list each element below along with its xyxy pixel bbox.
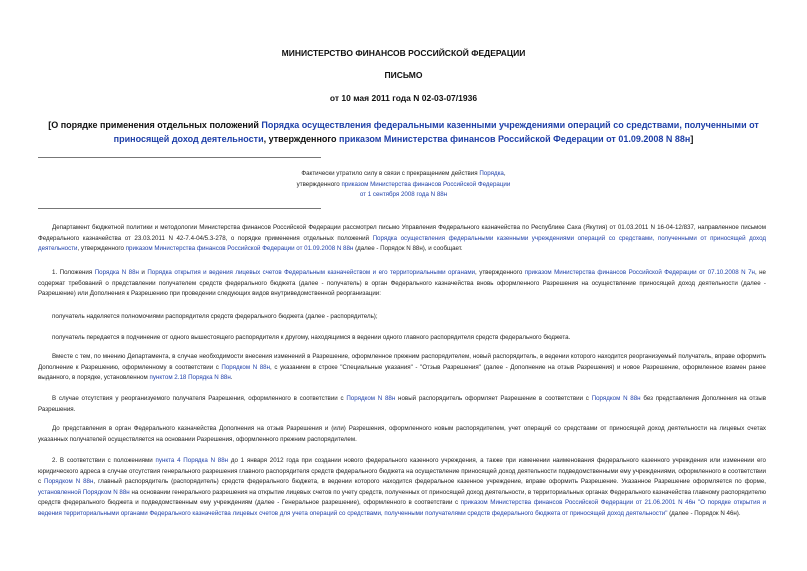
divider (38, 157, 321, 158)
link-procedure-88n[interactable]: Порядком N 88н (221, 363, 271, 371)
link-order-7n[interactable]: приказом Министерства финансов Российской Федерации от 07.10.2008 N 7н (524, 269, 755, 276)
paragraph-text: , утвержденного (475, 269, 525, 276)
link-procedure-88n[interactable]: Порядком N 88н (44, 478, 94, 485)
title-text: , утвержденного (263, 134, 340, 144)
paragraph-text: 1. Положения (52, 269, 95, 276)
paragraph-text: и (138, 269, 148, 276)
paragraph-text: на основании генерального разрешения на открытие лицевых счетов по учету средств, полученных от приносящей доход деятельности, в территориальных органах Федерального казначейства главному распорядителю средств федерального бюджета и подведомственным ему учреждениям (далее - Генеральное разрешение), оформленного в соответствии с (38, 488, 766, 506)
document-date-number: от 10 мая 2011 года N 02-03-07/1936 (329, 93, 478, 103)
paragraph-text: Вместе с тем, по мнению Департамента, в случае необходимости внесения изменений в Разрешение, оформленное прежним распорядителем, новый распорядитель, в ведении которого находится реорганизуемый получатель, вправе оформить Дополнение к Разрешению, оформленному в соответствии с (38, 353, 766, 371)
document-title (40, 118, 767, 146)
paragraph-text: новый распорядитель оформляет Разрешение в соответствии с (395, 395, 592, 402)
link-procedure-88n[interactable]: Порядком N 88н (591, 395, 641, 402)
body-paragraph (38, 394, 766, 415)
paragraph-text: . (230, 374, 233, 381)
paragraph-text: (далее - Порядок N 88н), и сообщает. (353, 245, 463, 252)
link-clause-4[interactable]: пункта 4 Порядка N 88н (155, 457, 229, 464)
link-clause-2-18[interactable]: пунктом 2.18 Порядка N 88н (149, 374, 231, 381)
body-paragraph (38, 268, 766, 300)
paragraph-text: , не содержат требований о представлении получателем средств федерального бюджета (далее - получатель) в орган Федерального казначейства вновь оформленного Разрешения на осуществление приносящей доход деятельности (далее - Разрешение) или Дополнения к Разрешению при проведении следующих видов внутриведомственной реорганизации: (38, 269, 766, 297)
paragraph-text: 2. В соответствии с положениями (52, 457, 156, 464)
paragraph-text: Департамент бюджетной политики и методологии Министерства финансов Российской Федерации рассмотрел письмо Управления Федерального казначейства по Республике Саха (Якутия) от 01.03.2011 N 16-04-12/837, направленное письмом Федерального казначейства от 23.03.2011 N 42-7.4-04/5.3-278, о порядке применения отдельных положений (38, 224, 766, 242)
paragraph-text: (далее - Порядок N 46н). (667, 509, 741, 517)
note-text: Фактически утратило силу в связи с прекращением действия (301, 170, 480, 177)
link-procedure-88n[interactable]: Порядком N 88н (346, 395, 396, 402)
note-link-procedure[interactable]: Порядка (479, 170, 504, 177)
title-text: ] (690, 134, 694, 144)
note-text: утвержденного (296, 180, 342, 188)
divider (38, 208, 321, 209)
ministry-heading: МИНИСТЕРСТВО ФИНАНСОВ РОССИЙСКОЙ ФЕДЕРАЦИИ (281, 48, 526, 58)
body-paragraph (38, 456, 766, 519)
body-paragraph (38, 223, 766, 255)
paragraph-text: В случае отсутствия у реорганизуемого получателя Разрешения, оформленного в соответствии с (52, 395, 347, 402)
note-link-order-date[interactable]: от 1 сентября 2008 года N 88н (359, 191, 448, 198)
note-text: , (503, 170, 506, 177)
title-link-procedure[interactable]: Порядка осуществления федеральными казенными учреждениями операций со средствами, полученными от приносящей доход деятельности (113, 120, 759, 144)
link-procedure-88n[interactable]: Порядка N 88н (94, 269, 139, 276)
paragraph-text: без представления Дополнения на отзыв Разрешения. (38, 395, 766, 413)
link-procedure[interactable]: Порядка осуществления федеральными казенными учреждениями операций со средствами, полученными от приносящей доход деятельности (38, 234, 766, 252)
paragraph-text: , с указанием в строке "Специальные указания" - "Отзыв Разрешения" (далее - Дополнение на отзыв Разрешения) и новое Разрешение, оформленное взамен ранее выданного, в порядке, установленном (38, 363, 766, 381)
paragraph-text: до 1 января 2012 года при создании нового федерального казенного учреждения, а также при изменении наименования федерального казенного учреждения или изменении его юридического адреса в случае отсутствия генерального разрешения главного распорядителя средств федерального бюджета на осуществление приносящей доход деятельности подведомственными ему учреждениями, оформленного в соответствии с (38, 457, 766, 485)
note-link-order[interactable]: приказом Министерства финансов Российской Федерации (341, 180, 511, 188)
link-form-88n[interactable]: установленной Порядком N 88н (38, 488, 130, 496)
paragraph-text: , главный распорядитель (распорядитель) средств федерального бюджета, в ведении которого находится федеральное казенное учреждение, вправе оформить Разрешение. Указанное Разрешение оформляется по форме, (93, 478, 766, 485)
link-order-46n[interactable]: приказом Министерства финансов Российской Федерации от 21.06.2001 N 46н "О порядке открытия и ведения территориальными органами Федерального казначейства лицевых счетов для учета операций со средствами, полученными получателями средств федерального бюджета от приносящей доход деятельности" (38, 499, 767, 517)
link-accounts-procedure[interactable]: Порядка открытия и ведения лицевых счетов Федеральным казначейством и его территориальными органами (147, 269, 476, 276)
body-paragraph (38, 352, 766, 384)
body-paragraph: До представления в орган Федерального казначейства Дополнения на отзыв Разрешения и (или) Разрешения, оформленного новым распорядителем, учет операций со средствами от приносящей доход деятельности на лицевых счетах указанных получателей осуществляется на основании Разрешения, оформленного прежним распорядителем. (38, 425, 766, 443)
link-order-88n[interactable]: приказом Министерства финансов Российской Федерации от 01.09.2008 N 88н (125, 245, 354, 252)
body-paragraph: получатель передается в подчинение от одного вышестоящего распорядителя к другому, находящимся в ведении одного главного распорядителя средств федерального бюджета. (52, 334, 571, 341)
paragraph-text: , утвержденного (77, 245, 126, 252)
body-paragraph: получатель наделяется полномочиями распорядителя средств федерального бюджета (далее - распорядитель); (52, 313, 378, 320)
status-note (250, 169, 557, 201)
title-link-order[interactable]: приказом Министерства финансов Российской Федерации от 01.09.2008 N 88н (339, 134, 691, 144)
document-type: ПИСЬМО (384, 70, 423, 80)
title-text: [О порядке применения отдельных положений (48, 120, 262, 130)
